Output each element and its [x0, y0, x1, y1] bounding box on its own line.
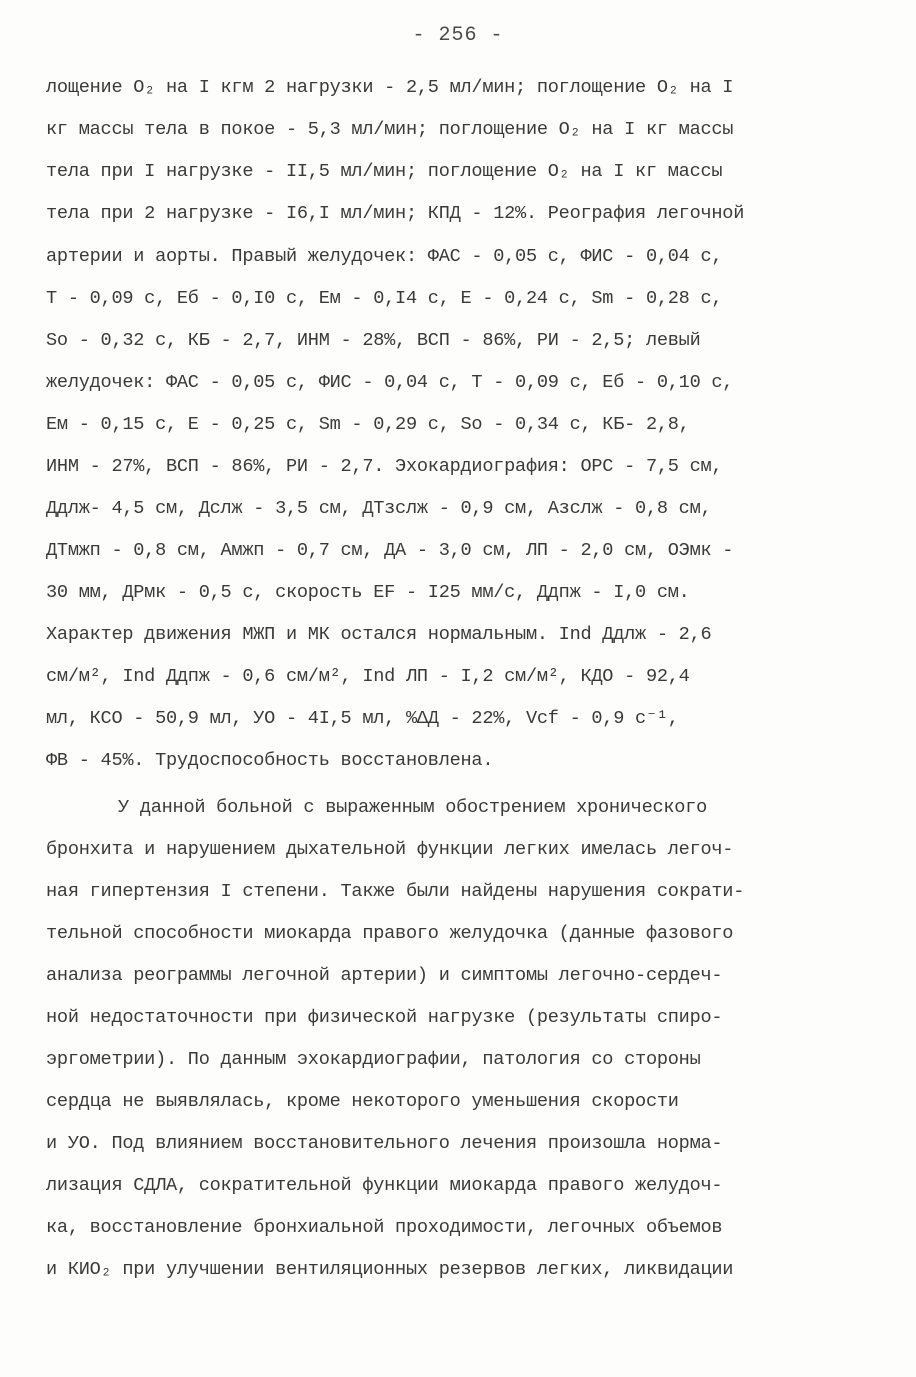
text-line: Ддлж- 4,5 см, Дслж - 3,5 см, ДТзслж - 0,9 см, Азслж - 0,8 см,: [46, 498, 712, 519]
text-line: T - 0,09 с, Eб - 0,I0 с, Eм - 0,I4 с, E - 0,24 с, Sm - 0,28 с,: [46, 288, 723, 309]
text-line: ФВ - 45%. Трудоспособность восстановлена.: [46, 750, 494, 771]
text-line: So - 0,32 с, КБ - 2,7, ИНМ - 28%, ВСП - 86%, РИ - 2,5; левый: [46, 330, 701, 351]
text-line: лощение O₂ на I кгм 2 нагрузки - 2,5 мл/мин; поглощение O₂ на I: [46, 77, 734, 98]
text-line: Характер движения МЖП и МК остался нормальным. Ind Ддлж - 2,6: [46, 624, 712, 645]
text-line: лизация СДЛА, сократительной функции миокарда правого желудоч-: [46, 1175, 723, 1196]
text-line: ДТмжп - 0,8 см, Амжп - 0,7 см, ДА - 3,0 см, ЛП - 2,0 см, ОЭмк -: [46, 540, 734, 561]
text-line: сердца не выявлялась, кроме некоторого уменьшения скорости: [46, 1091, 679, 1112]
text-line: желудочек: ФАС - 0,05 с, ФИС - 0,04 с, T - 0,09 с, Eб - 0,10 с,: [46, 372, 734, 393]
text-line: артерии и аорты. Правый желудочек: ФАС - 0,05 с, ФИС - 0,04 с,: [46, 246, 723, 267]
text-line: ИНМ - 27%, ВСП - 86%, РИ - 2,7. Эхокардиография: ОРС - 7,5 см,: [46, 456, 723, 477]
text-line: Eм - 0,15 с, E - 0,25 с, Sm - 0,29 с, So - 0,34 с, КБ- 2,8,: [46, 414, 690, 435]
text-line: см/м², Ind Ддпж - 0,6 см/м², Ind ЛП - I,2 см/м², КДО - 92,4: [46, 666, 690, 687]
text-line: 30 мм, ДРмк - 0,5 с, скорость EF - I25 мм/с, Ддпж - I,0 см.: [46, 582, 690, 603]
text-line: эргометрии). По данным эхокардиографии, патология со стороны: [46, 1049, 701, 1070]
text-line: и УО. Под влиянием восстановительного лечения произошла норма-: [46, 1133, 723, 1154]
text-line: ка, восстановление бронхиальной проходимости, легочных объемов: [46, 1217, 723, 1238]
text-line: тела при I нагрузке - II,5 мл/мин; поглощение O₂ на I кг массы: [46, 161, 723, 182]
text-line: ной недостаточности при физической нагрузке (результаты спиро-: [46, 1007, 723, 1028]
text-line: тела при 2 нагрузке - I6,I мл/мин; КПД - 12%. Реография легочной: [46, 203, 745, 224]
text-line: бронхита и нарушением дыхательной функции легких имелась легоч-: [46, 839, 734, 860]
text-line: анализа реограммы легочной артерии) и симптомы легочно-сердеч-: [46, 965, 723, 986]
text-line: мл, КСО - 50,9 мл, УО - 4I,5 мл, %ΔД - 22%, Vcf - 0,9 с⁻¹,: [46, 708, 679, 729]
page-number: - 256 -: [412, 24, 504, 47]
text-line: и КИО₂ при улучшении вентиляционных резервов легких, ликвидации: [46, 1259, 734, 1280]
text-line: тельной способности миокарда правого желудочка (данные фазового: [46, 923, 734, 944]
text-line: ная гипертензия I степени. Также были найдены нарушения сократи-: [46, 881, 745, 902]
paragraph-first-line: У данной больной с выраженным обострением хронического: [118, 797, 708, 818]
text-line: кг массы тела в покое - 5,3 мл/мин; поглощение O₂ на I кг массы: [46, 119, 734, 140]
